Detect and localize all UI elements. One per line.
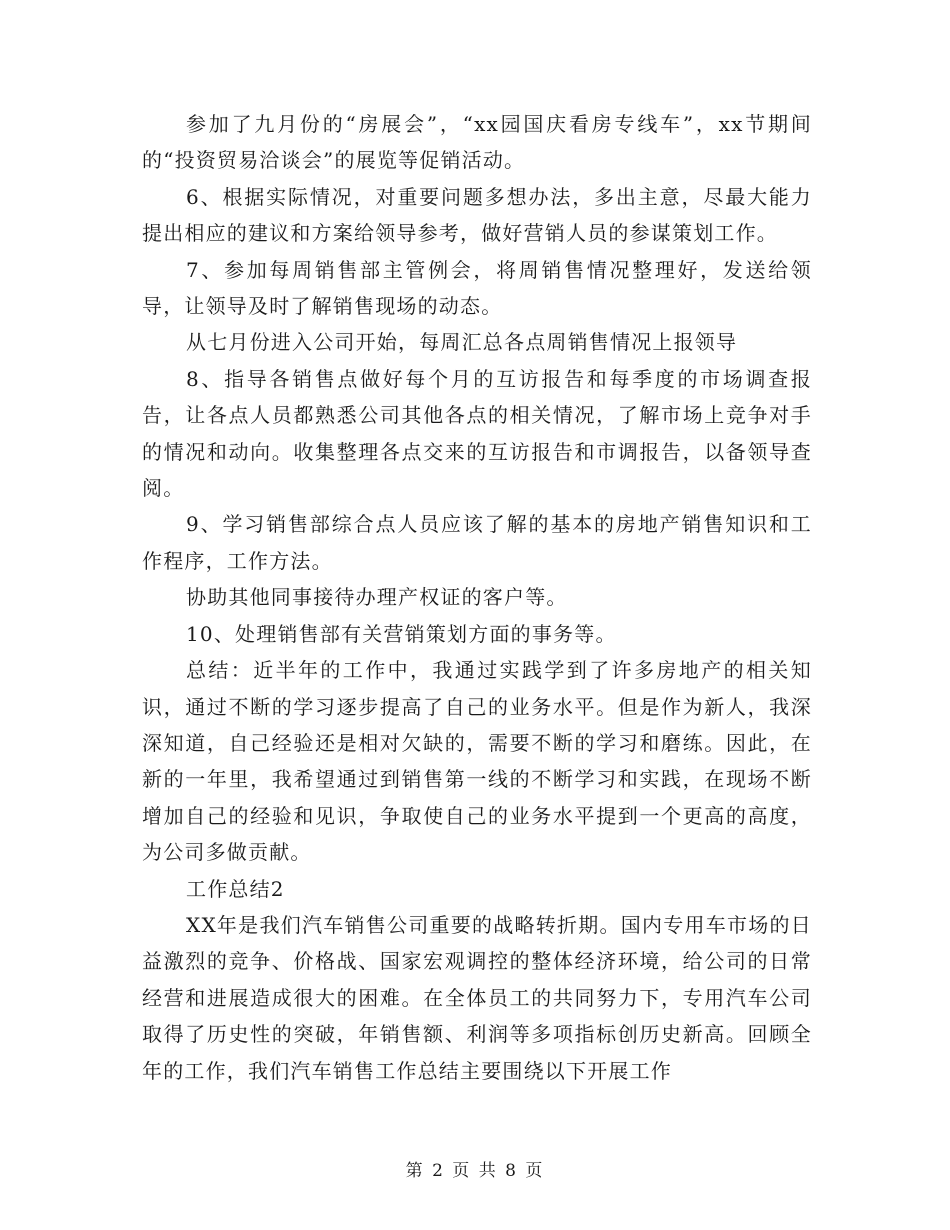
- paragraph-item-9: 9、学习销售部综合点人员应该了解的基本的房地产销售知识和工作程序，工作方法。: [142, 512, 812, 573]
- paragraph-item-7: 7、参加每周销售部主管例会，将周销售情况整理好，发送给领导，让领导及时了解销售现场的动态。: [142, 257, 812, 319]
- paragraph-item-6: 6、根据实际情况，对重要问题多想办法，多出主意，尽最大能力提出相应的建议和方案给领导参考，做好营销人员的参谋策划工作。: [142, 184, 812, 246]
- paragraph-assist-colleagues: 协助其他同事接待办理产权证的客户等。: [186, 585, 568, 610]
- paragraph-exhibition-events: 参加了九月份的“房展会”，“xx园国庆看房专线车”，xx节期间的“投资贸易洽谈会”的展览等促销活动。: [142, 112, 812, 173]
- section-heading-work-summary-2: 工作总结2: [186, 876, 285, 901]
- document-body: [142, 106, 812, 1089]
- page-number-footer: 第 2 页 共 8 页: [405, 1161, 545, 1181]
- paragraph-summary: 总结：近半年的工作中，我通过实践学到了许多房地产的相关知识，通过不断的学习逐步提高了自己的业务水平。但是作为新人，我深深知道，自己经验还是相对欠缺的，需要不断的学习和磨练。因此，在新的一年里，我希望通过到销售第一线的不断学习和实践，在现场不断增加自己的经验和见识，争取使自己的业务水平提到一个更高的高度，为公司多做贡献。: [142, 658, 812, 865]
- paragraph-car-sales-intro: XX年是我们汽车销售公司重要的战略转折期。国内专用车市场的日益激烈的竞争、价格战、国家宏观调控的整体经济环境，给公司的日常经营和进展造成很大的困难。在全体员工的共同努力下，专用汽车公司取得了历史性的突破，年销售额、利润等多项指标创历史新高。回顾全年的工作，我们汽车销售工作总结主要围绕以下开展工作: [142, 912, 812, 1083]
- paragraph-item-10: 10、处理销售部有关营销策划方面的事务等。: [186, 621, 617, 646]
- paragraph-item-8: 8、指导各销售点做好每个月的互访报告和每季度的市场调查报告，让各点人员都熟悉公司其他各点的相关情况，了解市场上竞争对手的情况和动向。收集整理各点交来的互访报告和市调报告，以备领导查阅。: [142, 366, 812, 501]
- paragraph-weekly-report: 从七月份进入公司开始，每周汇总各点周销售情况上报领导: [186, 330, 738, 355]
